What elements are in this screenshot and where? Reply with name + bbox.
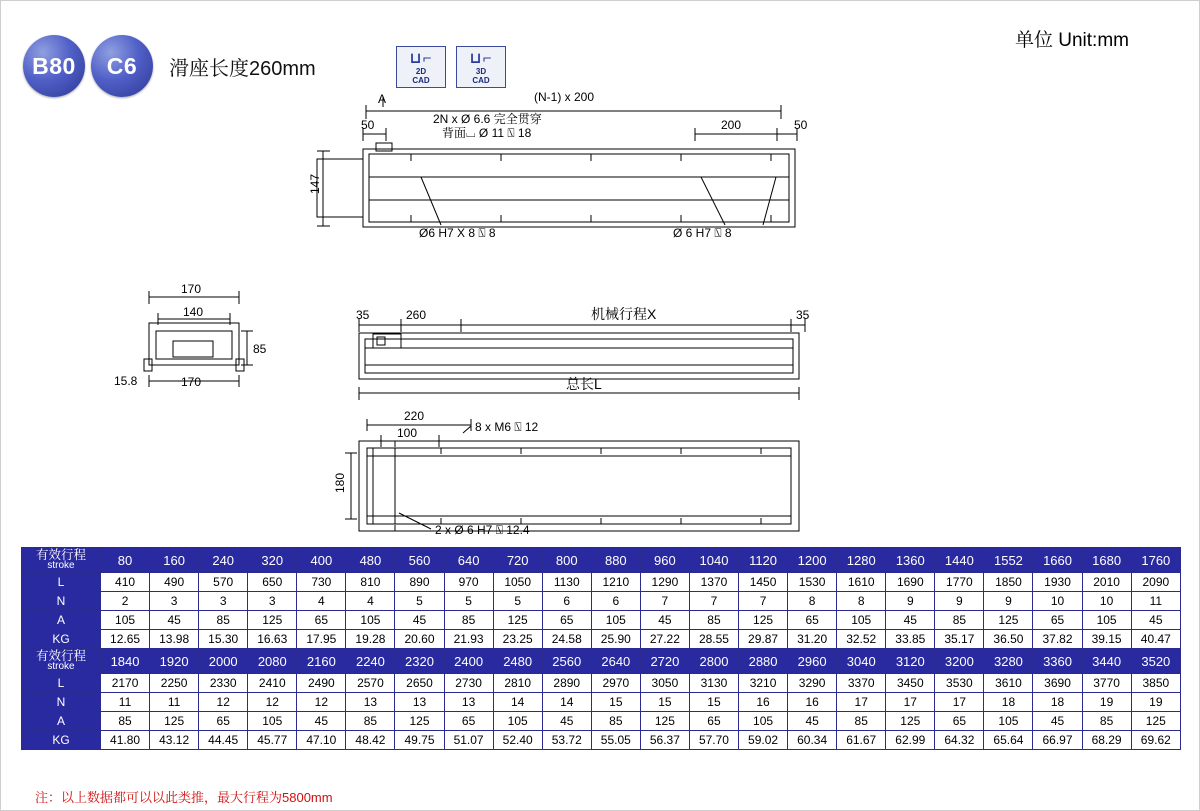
cell: 59.02 <box>739 731 788 750</box>
badge-series: B80 <box>23 35 85 97</box>
cell: 2480 <box>493 649 542 674</box>
cell: 480 <box>346 548 395 573</box>
cell: 11 <box>1131 592 1180 611</box>
cell: 85 <box>444 611 493 630</box>
cell: 1360 <box>886 548 935 573</box>
cell: 27.22 <box>640 630 689 649</box>
cell: 2330 <box>199 674 248 693</box>
cell: 2650 <box>395 674 444 693</box>
cell: 31.20 <box>788 630 837 649</box>
cell: 44.45 <box>199 731 248 750</box>
table-row <box>22 649 1181 674</box>
footer-note: 注：以上数据都可以以此类推，最大行程为5800mm <box>35 790 333 805</box>
cell: 560 <box>395 548 444 573</box>
dim-50-right: 50 <box>794 118 808 132</box>
cell: 3530 <box>935 674 984 693</box>
label-pin-note: 2 x Ø 6 H7 ⍂ 12.4 <box>435 523 530 537</box>
cell: 105 <box>837 611 886 630</box>
cell: 1920 <box>150 649 199 674</box>
cell: 125 <box>150 712 199 731</box>
cell: 64.32 <box>935 731 984 750</box>
cell: 10 <box>1033 592 1082 611</box>
cell: 3120 <box>886 649 935 674</box>
cell: 5 <box>493 592 542 611</box>
cell: 490 <box>150 573 199 592</box>
cell: 33.85 <box>886 630 935 649</box>
cell: 2490 <box>297 674 346 693</box>
cell: 45 <box>640 611 689 630</box>
cell: 2320 <box>395 649 444 674</box>
cell: 85 <box>346 712 395 731</box>
technical-drawing <box>1 1 1200 547</box>
cell: 45 <box>886 611 935 630</box>
cell: 1280 <box>837 548 886 573</box>
dim-100: 100 <box>397 426 418 440</box>
cell: 125 <box>1131 712 1180 731</box>
cell: 32.52 <box>837 630 886 649</box>
cell: 3370 <box>837 674 886 693</box>
cell: 2410 <box>248 674 297 693</box>
row-label-KG-2: KG <box>22 731 101 750</box>
cell: 13 <box>346 693 395 712</box>
cell: 3360 <box>1033 649 1082 674</box>
cell: 23.25 <box>493 630 542 649</box>
cell: 3290 <box>788 674 837 693</box>
cad-2d-line2: CAD <box>412 76 430 85</box>
cell: 3440 <box>1082 649 1131 674</box>
cell: 3 <box>150 592 199 611</box>
cell: 85 <box>591 712 640 731</box>
cell: 125 <box>395 712 444 731</box>
cell: 410 <box>101 573 150 592</box>
cell: 12.65 <box>101 630 150 649</box>
cell: 85 <box>199 611 248 630</box>
cell: 1760 <box>1131 548 1180 573</box>
cell: 13 <box>395 693 444 712</box>
cell: 47.10 <box>297 731 346 750</box>
cell: 39.15 <box>1082 630 1131 649</box>
cell: 65 <box>1033 611 1082 630</box>
cell: 65 <box>689 712 738 731</box>
label-total-length: 总长L <box>566 376 602 392</box>
cell: 45 <box>1131 611 1180 630</box>
cell: 8 <box>837 592 886 611</box>
cell: 3200 <box>935 649 984 674</box>
cell: 48.42 <box>346 731 395 750</box>
cell: 1530 <box>788 573 837 592</box>
cad-3d-line1: 3D <box>475 67 487 76</box>
row-label-N-2: N <box>22 693 101 712</box>
dim-220: 220 <box>404 409 425 423</box>
cell: 890 <box>395 573 444 592</box>
cell: 9 <box>984 592 1033 611</box>
cell: 60.34 <box>788 731 837 750</box>
cell: 125 <box>493 611 542 630</box>
cell: 2730 <box>444 674 493 693</box>
label-pin-left: Ø6 H7 X 8 ⍂ 8 <box>419 226 496 240</box>
cell: 1850 <box>984 573 1033 592</box>
cell: 2720 <box>640 649 689 674</box>
row-label-KG-1: KG <box>22 630 101 649</box>
cell: 1690 <box>886 573 935 592</box>
cell: 16 <box>739 693 788 712</box>
row-label-A-1: A <box>22 611 101 630</box>
cell: 3050 <box>640 674 689 693</box>
cell: 2560 <box>542 649 591 674</box>
cell: 7 <box>739 592 788 611</box>
cell: 18 <box>1033 693 1082 712</box>
cell: 69.62 <box>1131 731 1180 750</box>
cell: 85 <box>101 712 150 731</box>
cell: 65 <box>935 712 984 731</box>
cell: 3280 <box>984 649 1033 674</box>
cell: 4 <box>346 592 395 611</box>
cell: 61.67 <box>837 731 886 750</box>
cell: 2640 <box>591 649 640 674</box>
cell: 1450 <box>739 573 788 592</box>
cell: 105 <box>248 712 297 731</box>
cell: 800 <box>542 548 591 573</box>
cell: 3130 <box>689 674 738 693</box>
dim-35-right: 35 <box>796 308 810 322</box>
cell: 2970 <box>591 674 640 693</box>
cell: 105 <box>1082 611 1131 630</box>
cell: 13 <box>444 693 493 712</box>
cell: 65 <box>444 712 493 731</box>
cell: 810 <box>346 573 395 592</box>
dim-140: 140 <box>183 305 204 319</box>
cell: 125 <box>640 712 689 731</box>
cell: 8 <box>788 592 837 611</box>
cell: 37.82 <box>1033 630 1082 649</box>
row-label-L-1: L <box>22 573 101 592</box>
cell: 65 <box>542 611 591 630</box>
cell: 45 <box>395 611 444 630</box>
cell: 2160 <box>297 649 346 674</box>
cell: 15.30 <box>199 630 248 649</box>
cell: 65.64 <box>984 731 1033 750</box>
cell: 7 <box>689 592 738 611</box>
cell: 49.75 <box>395 731 444 750</box>
cell: 45 <box>150 611 199 630</box>
cell: 2170 <box>101 674 150 693</box>
cad-2d-line1: 2D <box>415 67 427 76</box>
cell: 45 <box>788 712 837 731</box>
cell: 12 <box>199 693 248 712</box>
cell: 68.29 <box>1082 731 1131 750</box>
cell: 52.40 <box>493 731 542 750</box>
cell: 55.05 <box>591 731 640 750</box>
cell: 21.93 <box>444 630 493 649</box>
cell: 1210 <box>591 573 640 592</box>
cell: 35.17 <box>935 630 984 649</box>
cell: 12 <box>248 693 297 712</box>
cell: 1680 <box>1082 548 1131 573</box>
cell: 3040 <box>837 649 886 674</box>
cad-3d-icon: ⊔⌐ <box>469 50 493 67</box>
cad-3d-line2: CAD <box>472 76 490 85</box>
cell: 125 <box>248 611 297 630</box>
cell: 2080 <box>248 649 297 674</box>
cell: 12 <box>297 693 346 712</box>
cell: 45.77 <box>248 731 297 750</box>
row-label-L-2: L <box>22 674 101 693</box>
row-label-A-2: A <box>22 712 101 731</box>
table-row <box>22 630 1181 649</box>
cell: 2960 <box>788 649 837 674</box>
cell: 11 <box>101 693 150 712</box>
cell: 400 <box>297 548 346 573</box>
table-row <box>22 592 1181 611</box>
label-section-a: A <box>378 92 387 106</box>
cell: 65 <box>297 611 346 630</box>
cell: 1370 <box>689 573 738 592</box>
cell: 9 <box>886 592 935 611</box>
cell: 40.47 <box>1131 630 1180 649</box>
cell: 15 <box>689 693 738 712</box>
cell: 7 <box>640 592 689 611</box>
cell: 16 <box>788 693 837 712</box>
dim-35-left: 35 <box>356 308 370 322</box>
cell: 1552 <box>984 548 1033 573</box>
cell: 6 <box>542 592 591 611</box>
cell: 45 <box>1033 712 1082 731</box>
cell: 2400 <box>444 649 493 674</box>
row-label-N-1: N <box>22 592 101 611</box>
cell: 29.87 <box>739 630 788 649</box>
cell: 17 <box>886 693 935 712</box>
cell: 105 <box>984 712 1033 731</box>
cell: 1770 <box>935 573 984 592</box>
table-row <box>22 693 1181 712</box>
cell: 2000 <box>199 649 248 674</box>
cell: 105 <box>101 611 150 630</box>
cell: 3 <box>248 592 297 611</box>
cell: 650 <box>248 573 297 592</box>
cell: 51.07 <box>444 731 493 750</box>
cell: 1610 <box>837 573 886 592</box>
cell: 80 <box>101 548 150 573</box>
table-row <box>22 731 1181 750</box>
cell: 3 <box>199 592 248 611</box>
dim-85: 85 <box>253 342 267 356</box>
cell: 3770 <box>1082 674 1131 693</box>
label-thread-note: 8 x M6 ⍂ 12 <box>475 420 539 434</box>
cell: 17.95 <box>297 630 346 649</box>
cell: 28.55 <box>689 630 738 649</box>
cell: 3610 <box>984 674 1033 693</box>
dim-200: 200 <box>721 118 742 132</box>
cell: 1040 <box>689 548 738 573</box>
cell: 43.12 <box>150 731 199 750</box>
cell: 160 <box>150 548 199 573</box>
cell: 36.50 <box>984 630 1033 649</box>
cell: 105 <box>493 712 542 731</box>
cell: 320 <box>248 548 297 573</box>
cell: 14 <box>542 693 591 712</box>
cell: 1050 <box>493 573 542 592</box>
cell: 66.97 <box>1033 731 1082 750</box>
cell: 85 <box>689 611 738 630</box>
cell: 125 <box>984 611 1033 630</box>
cell: 1290 <box>640 573 689 592</box>
label-pitch: (N-1) x 200 <box>534 90 595 104</box>
dim-180: 180 <box>333 472 347 493</box>
dim-170-bottom: 170 <box>181 375 202 389</box>
cell: 105 <box>591 611 640 630</box>
cell: 6 <box>591 592 640 611</box>
cell: 240 <box>199 548 248 573</box>
cell: 53.72 <box>542 731 591 750</box>
table-row <box>22 548 1181 573</box>
cell: 2800 <box>689 649 738 674</box>
cell: 3450 <box>886 674 935 693</box>
cell: 85 <box>837 712 886 731</box>
cell: 10 <box>1082 592 1131 611</box>
cell: 19 <box>1131 693 1180 712</box>
spec-table <box>21 547 1181 750</box>
cell: 640 <box>444 548 493 573</box>
stroke-header-2 <box>22 649 101 674</box>
cell: 2880 <box>739 649 788 674</box>
cell: 57.70 <box>689 731 738 750</box>
stroke-header-cn: 有效行程 <box>35 548 86 562</box>
slide-length-label: 滑座长度260mm <box>169 57 316 80</box>
cell: 20.60 <box>395 630 444 649</box>
cell: 105 <box>346 611 395 630</box>
dim-170-top: 170 <box>181 282 202 296</box>
cell: 2570 <box>346 674 395 693</box>
table-row <box>22 573 1181 592</box>
cell: 960 <box>640 548 689 573</box>
dim-147: 147 <box>308 173 322 194</box>
cell: 125 <box>739 611 788 630</box>
cell: 125 <box>886 712 935 731</box>
cell: 62.99 <box>886 731 935 750</box>
cell: 17 <box>837 693 886 712</box>
table-row <box>22 611 1181 630</box>
cell: 17 <box>935 693 984 712</box>
cell: 24.58 <box>542 630 591 649</box>
cell: 2 <box>101 592 150 611</box>
cell: 1840 <box>101 649 150 674</box>
cell: 2240 <box>346 649 395 674</box>
cell: 2010 <box>1082 573 1131 592</box>
dim-260: 260 <box>406 308 427 322</box>
dim-50-left: 50 <box>361 118 375 132</box>
cell: 2090 <box>1131 573 1180 592</box>
cell: 14 <box>493 693 542 712</box>
table-row <box>22 712 1181 731</box>
stroke-header-en: stroke <box>47 560 75 571</box>
cell: 19.28 <box>346 630 395 649</box>
stroke-header-en-2: stroke <box>47 661 75 672</box>
cell: 970 <box>444 573 493 592</box>
cell: 105 <box>739 712 788 731</box>
cell: 25.90 <box>591 630 640 649</box>
cell: 15 <box>640 693 689 712</box>
dim-15-8: 15.8 <box>114 374 138 388</box>
cell: 19 <box>1082 693 1131 712</box>
cell: 11 <box>150 693 199 712</box>
cell: 3520 <box>1131 649 1180 674</box>
cell: 56.37 <box>640 731 689 750</box>
cell: 5 <box>395 592 444 611</box>
label-hole-note-2: 背面⌴ Ø 11 ⍂ 18 <box>442 126 532 140</box>
cell: 2250 <box>150 674 199 693</box>
cell: 2810 <box>493 674 542 693</box>
label-hole-note-1: 2N x Ø 6.6 完全贯穿 <box>433 112 542 126</box>
cell: 1660 <box>1033 548 1082 573</box>
cell: 15 <box>591 693 640 712</box>
stroke-header-1 <box>22 548 101 573</box>
cell: 65 <box>199 712 248 731</box>
cell: 5 <box>444 592 493 611</box>
cell: 45 <box>542 712 591 731</box>
cell: 2890 <box>542 674 591 693</box>
cell: 1200 <box>788 548 837 573</box>
cell: 16.63 <box>248 630 297 649</box>
cell: 1440 <box>935 548 984 573</box>
cell: 3690 <box>1033 674 1082 693</box>
cell: 85 <box>935 611 984 630</box>
cell: 3850 <box>1131 674 1180 693</box>
badge-model: C6 <box>91 35 153 97</box>
cell: 730 <box>297 573 346 592</box>
cell: 45 <box>297 712 346 731</box>
cell: 18 <box>984 693 1033 712</box>
cell: 570 <box>199 573 248 592</box>
cell: 85 <box>1082 712 1131 731</box>
cell: 880 <box>591 548 640 573</box>
cad-2d-icon: ⊔⌐ <box>409 50 433 67</box>
label-pin-right: Ø 6 H7 ⍂ 8 <box>673 226 732 240</box>
cell: 1120 <box>739 548 788 573</box>
table-row <box>22 674 1181 693</box>
stroke-header-cn-2: 有效行程 <box>35 649 86 663</box>
label-stroke: 机械行程X <box>591 306 657 322</box>
cell: 1930 <box>1033 573 1082 592</box>
cell: 65 <box>788 611 837 630</box>
cell: 41.80 <box>101 731 150 750</box>
cell: 3210 <box>739 674 788 693</box>
unit-label: 单位 Unit:mm <box>1014 30 1129 51</box>
cell: 9 <box>935 592 984 611</box>
cell: 4 <box>297 592 346 611</box>
cell: 13.98 <box>150 630 199 649</box>
cell: 1130 <box>542 573 591 592</box>
cell: 720 <box>493 548 542 573</box>
